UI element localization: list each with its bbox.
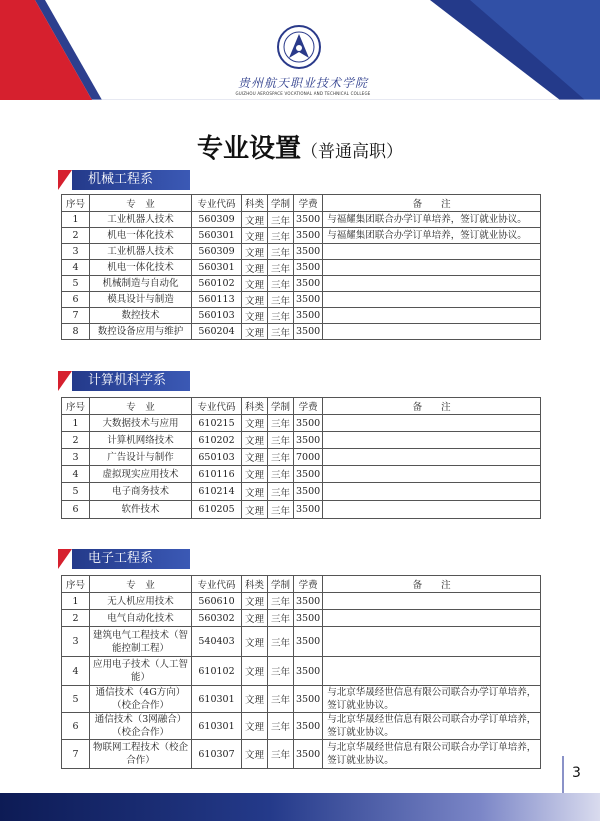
cell-code: 610301: [192, 686, 242, 713]
cell-no: 3: [62, 449, 90, 466]
cell-no: 3: [62, 627, 90, 657]
page-title-sub: （普通高职）: [301, 142, 403, 162]
column-header: 备 注: [323, 195, 541, 212]
cell-code: 560301: [192, 228, 242, 244]
cell-no: 6: [62, 713, 90, 740]
cell-fee: 3500: [294, 244, 323, 260]
cell-type: 文理: [242, 415, 268, 432]
table-row: [62, 501, 541, 519]
column-header: 专业代码: [192, 195, 242, 212]
cell-years: 三年: [268, 308, 294, 324]
column-header: 学制: [268, 195, 294, 212]
cell-years: 三年: [268, 610, 294, 627]
column-header: 学费: [294, 195, 323, 212]
column-header: 序号: [62, 576, 90, 593]
cell-note: 与北京华晟经世信息有限公司联合办学订单培养，签订就业协议。: [323, 713, 541, 740]
cell-note: [323, 610, 541, 627]
cell-no: 5: [62, 686, 90, 713]
cell-years: 三年: [268, 276, 294, 292]
cell-major: 无人机应用技术: [90, 593, 192, 610]
table-row: [62, 466, 541, 483]
cell-code: 610202: [192, 432, 242, 449]
cell-code: 610307: [192, 740, 242, 769]
cell-note: [323, 292, 541, 308]
cell-code: 560309: [192, 244, 242, 260]
cell-major: 通信技术（3网融合）（校企合作）: [90, 713, 192, 740]
cell-code: 610205: [192, 501, 242, 519]
cell-major: 电气自动化技术: [90, 610, 192, 627]
page-number-box: [564, 762, 600, 793]
cell-years: 三年: [268, 292, 294, 308]
cell-no: 4: [62, 466, 90, 483]
school-name: 贵州航天职业技术学院: [237, 76, 368, 90]
cell-years: 三年: [268, 593, 294, 610]
cell-fee: 3500: [294, 593, 323, 610]
cell-code: 560204: [192, 324, 242, 340]
cell-fee: 3500: [294, 740, 323, 769]
cell-no: 7: [62, 308, 90, 324]
footer-band: [0, 793, 600, 821]
cell-no: 8: [62, 324, 90, 340]
table-header-row: [62, 195, 541, 212]
cell-code: 560102: [192, 276, 242, 292]
column-header: 备 注: [323, 398, 541, 415]
cell-major: 数控技术: [90, 308, 192, 324]
cell-code: 610215: [192, 415, 242, 432]
cell-note: 与北京华晟经世信息有限公司联合办学订单培养，签订就业协议。: [323, 740, 541, 769]
cell-note: [323, 483, 541, 501]
section-title: 计算机科学系: [72, 371, 190, 391]
page-title: [0, 128, 600, 165]
cell-major: 数控设备应用与维护: [90, 324, 192, 340]
cell-major: 软件技术: [90, 501, 192, 519]
cell-no: 4: [62, 657, 90, 686]
column-header: 科类: [242, 398, 268, 415]
cell-no: 5: [62, 483, 90, 501]
cell-type: 文理: [242, 324, 268, 340]
cell-note: 与福耀集团联合办学订单培养，签订就业协议。: [323, 212, 541, 228]
column-header: 科类: [242, 576, 268, 593]
table-row: [62, 657, 541, 686]
table-row: [62, 244, 541, 260]
cell-fee: 3500: [294, 610, 323, 627]
cell-type: 文理: [242, 610, 268, 627]
cell-major: 电子商务技术: [90, 483, 192, 501]
table-row: [62, 740, 541, 769]
cell-note: 与福耀集团联合办学订单培养，签订就业协议。: [323, 228, 541, 244]
section-header-electronic: [58, 549, 190, 569]
cell-no: 1: [62, 212, 90, 228]
cell-major: 大数据技术与应用: [90, 415, 192, 432]
column-header: 学制: [268, 398, 294, 415]
cell-type: 文理: [242, 449, 268, 466]
section-header-mechanical: [58, 170, 190, 190]
cell-fee: 3500: [294, 276, 323, 292]
cell-no: 2: [62, 432, 90, 449]
page-number: 3: [572, 765, 581, 781]
cell-years: 三年: [268, 483, 294, 501]
section-header-computer: [58, 371, 190, 391]
column-header: 序号: [62, 398, 90, 415]
cell-years: 三年: [268, 260, 294, 276]
cell-fee: 3500: [294, 415, 323, 432]
cell-note: [323, 308, 541, 324]
column-header: 专 业: [90, 398, 192, 415]
cell-note: [323, 501, 541, 519]
cell-code: 610214: [192, 483, 242, 501]
cell-years: 三年: [268, 627, 294, 657]
cell-type: 文理: [242, 308, 268, 324]
table-header-row: [62, 398, 541, 415]
cell-fee: 3500: [294, 324, 323, 340]
column-header: 科类: [242, 195, 268, 212]
cell-no: 3: [62, 244, 90, 260]
cell-major: 工业机器人技术: [90, 244, 192, 260]
cell-type: 文理: [242, 432, 268, 449]
table-row: [62, 610, 541, 627]
section-title: 机械工程系: [72, 170, 190, 190]
table-row: [62, 228, 541, 244]
table-row: [62, 415, 541, 432]
table-row: [62, 276, 541, 292]
cell-fee: 3500: [294, 432, 323, 449]
cell-fee: 3500: [294, 686, 323, 713]
column-header: 专业代码: [192, 398, 242, 415]
table-header-row: [62, 576, 541, 593]
table-electronic: [61, 575, 541, 769]
column-header: 学费: [294, 398, 323, 415]
cell-fee: 3500: [294, 483, 323, 501]
cell-note: [323, 244, 541, 260]
cell-type: 文理: [242, 483, 268, 501]
cell-code: 610301: [192, 713, 242, 740]
table-row: [62, 260, 541, 276]
cell-major: 机电一体化技术: [90, 228, 192, 244]
school-name-en: GUIZHOU AEROSPACE VOCATIONAL AND TECHNICAL COLLEGE: [235, 91, 371, 96]
cell-years: 三年: [268, 466, 294, 483]
table-row: [62, 483, 541, 501]
column-header: 备 注: [323, 576, 541, 593]
cell-years: 三年: [268, 244, 294, 260]
cell-years: 三年: [268, 228, 294, 244]
column-header: 专 业: [90, 195, 192, 212]
cell-years: 三年: [268, 415, 294, 432]
cell-major: 机械制造与自动化: [90, 276, 192, 292]
cell-no: 6: [62, 501, 90, 519]
cell-major: 虚拟现实应用技术: [90, 466, 192, 483]
cell-type: 文理: [242, 593, 268, 610]
cell-years: 三年: [268, 740, 294, 769]
cell-fee: 3500: [294, 466, 323, 483]
cell-major: 机电一体化技术: [90, 260, 192, 276]
cell-code: 560610: [192, 593, 242, 610]
cell-code: 560103: [192, 308, 242, 324]
cell-type: 文理: [242, 276, 268, 292]
table-row: [62, 686, 541, 713]
column-header: 专业代码: [192, 576, 242, 593]
cell-years: 三年: [268, 212, 294, 228]
column-header: 专 业: [90, 576, 192, 593]
cell-code: 560113: [192, 292, 242, 308]
column-header: 学制: [268, 576, 294, 593]
cell-note: [323, 627, 541, 657]
section-title: 电子工程系: [72, 549, 190, 569]
college-seal-icon: [276, 24, 322, 70]
table-row: [62, 593, 541, 610]
cell-major: 计算机网络技术: [90, 432, 192, 449]
cell-type: 文理: [242, 501, 268, 519]
cell-major: 通信技术（4G方向）（校企合作）: [90, 686, 192, 713]
cell-major: 工业机器人技术: [90, 212, 192, 228]
cell-type: 文理: [242, 212, 268, 228]
column-header: 序号: [62, 195, 90, 212]
cell-years: 三年: [268, 449, 294, 466]
table-row: [62, 212, 541, 228]
cell-major: 应用电子技术（人工智能）: [90, 657, 192, 686]
cell-fee: 3500: [294, 292, 323, 308]
table-row: [62, 713, 541, 740]
table-mechanical: [61, 194, 541, 340]
cell-fee: 3500: [294, 657, 323, 686]
column-header: 学费: [294, 576, 323, 593]
cell-no: 2: [62, 610, 90, 627]
cell-type: 文理: [242, 627, 268, 657]
cell-type: 文理: [242, 740, 268, 769]
cell-note: [323, 415, 541, 432]
cell-note: [323, 324, 541, 340]
cell-note: [323, 276, 541, 292]
cell-note: [323, 593, 541, 610]
cell-fee: 3500: [294, 501, 323, 519]
cell-no: 4: [62, 260, 90, 276]
cell-major: 广告设计与制作: [90, 449, 192, 466]
cell-note: [323, 449, 541, 466]
cell-no: 2: [62, 228, 90, 244]
cell-code: 540403: [192, 627, 242, 657]
table-row: [62, 324, 541, 340]
cell-years: 三年: [268, 686, 294, 713]
cell-note: 与北京华晟经世信息有限公司联合办学订单培养，签订就业协议。: [323, 686, 541, 713]
cell-fee: 3500: [294, 212, 323, 228]
cell-type: 文理: [242, 657, 268, 686]
table-computer: [61, 397, 541, 519]
cell-fee: 3500: [294, 713, 323, 740]
table-row: [62, 449, 541, 466]
cell-major: 物联网工程技术（校企合作）: [90, 740, 192, 769]
cell-major: 建筑电气工程技术（智能控制工程）: [90, 627, 192, 657]
table-row: [62, 627, 541, 657]
cell-no: 7: [62, 740, 90, 769]
cell-code: 610116: [192, 466, 242, 483]
page-title-main: 专业设置: [196, 134, 301, 164]
table-row: [62, 308, 541, 324]
cell-note: [323, 432, 541, 449]
cell-note: [323, 260, 541, 276]
cell-fee: 3500: [294, 308, 323, 324]
cell-years: 三年: [268, 501, 294, 519]
cell-note: [323, 466, 541, 483]
cell-type: 文理: [242, 260, 268, 276]
cell-years: 三年: [268, 657, 294, 686]
cell-fee: 3500: [294, 260, 323, 276]
cell-type: 文理: [242, 228, 268, 244]
cell-no: 1: [62, 415, 90, 432]
cell-years: 三年: [268, 324, 294, 340]
cell-no: 6: [62, 292, 90, 308]
cell-fee: 3500: [294, 627, 323, 657]
cell-code: 650103: [192, 449, 242, 466]
cell-major: 模具设计与制造: [90, 292, 192, 308]
cell-type: 文理: [242, 686, 268, 713]
cell-type: 文理: [242, 292, 268, 308]
cell-years: 三年: [268, 432, 294, 449]
cell-code: 610102: [192, 657, 242, 686]
cell-fee: 3500: [294, 228, 323, 244]
cell-code: 560309: [192, 212, 242, 228]
cell-note: [323, 657, 541, 686]
cell-code: 560302: [192, 610, 242, 627]
cell-no: 5: [62, 276, 90, 292]
table-row: [62, 432, 541, 449]
cell-type: 文理: [242, 713, 268, 740]
cell-code: 560301: [192, 260, 242, 276]
cell-years: 三年: [268, 713, 294, 740]
table-row: [62, 292, 541, 308]
cell-type: 文理: [242, 466, 268, 483]
cell-fee: 7000: [294, 449, 323, 466]
cell-no: 1: [62, 593, 90, 610]
cell-type: 文理: [242, 244, 268, 260]
